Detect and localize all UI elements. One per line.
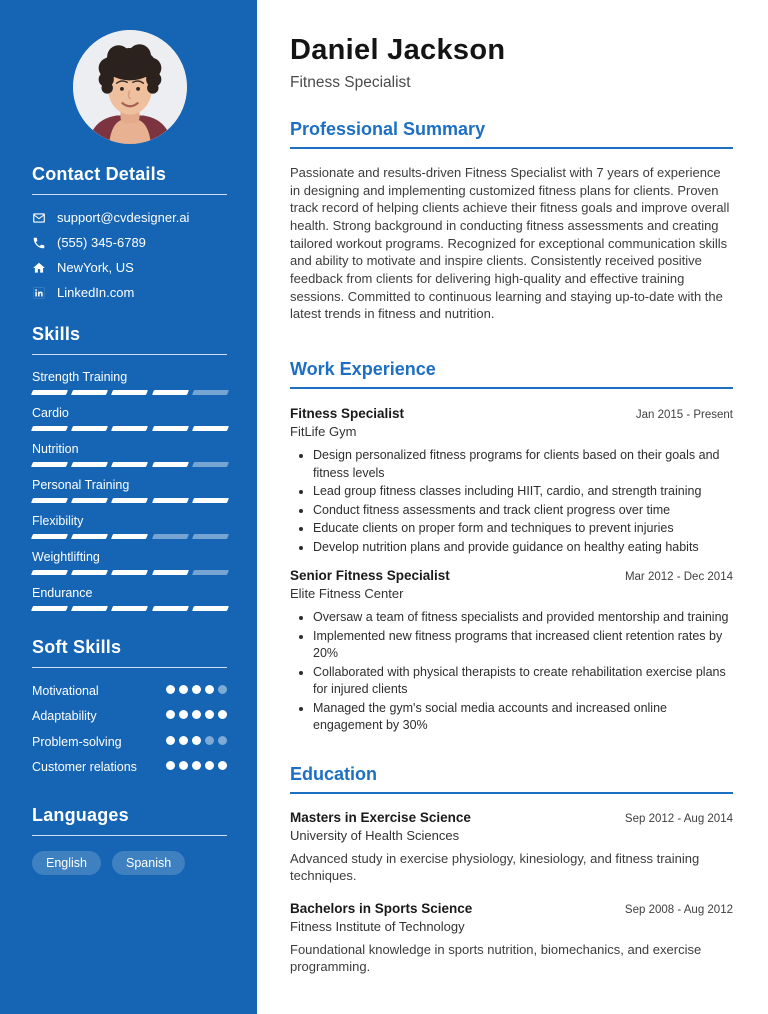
skill-label: Nutrition: [32, 442, 79, 456]
skill-bar-segment: [31, 426, 68, 431]
skill-bar-segment: [192, 390, 229, 395]
skill-label: Endurance: [32, 586, 93, 600]
education-description: Foundational knowledge in sports nutrition, biomechanics, and exercise programming.: [290, 941, 702, 975]
job-bullets: [290, 609, 733, 735]
rating-dot: [166, 685, 175, 694]
contact-item-phone: [32, 235, 227, 250]
skill-bar-segment: [192, 606, 229, 611]
bullet-item: • Conduct fitness assessments and track client progress over time: [313, 502, 733, 520]
soft-skill-label: Motivational: [32, 684, 99, 698]
experience-heading: Work Experience: [290, 359, 733, 389]
contact-linkedin-text: LinkedIn.com: [57, 285, 135, 300]
job-title: Fitness Specialist: [290, 406, 405, 422]
bullet-item: • Lead group fitness classes including HIIT, cardio, and strength training: [313, 483, 733, 501]
skill-item: [32, 550, 227, 575]
skill-bar-segment: [31, 498, 68, 503]
soft-skill-item: [32, 683, 227, 699]
soft-skill-dots: [166, 683, 227, 694]
experience-section: [290, 359, 733, 735]
education-header: [290, 810, 733, 825]
rating-dot: [192, 685, 201, 694]
skill-bar-segment: [31, 462, 68, 467]
rating-dot: [205, 761, 214, 770]
skills-list: [32, 370, 227, 611]
skill-item: [32, 586, 227, 611]
education-dates: Sep 2008 - Aug 2012: [624, 903, 733, 916]
soft-skill-dots: [166, 759, 227, 770]
soft-skill-label: Customer relations: [32, 759, 137, 774]
languages-list: [32, 851, 227, 875]
soft-skills-list: [32, 683, 227, 775]
skills-section: [32, 324, 227, 611]
skills-heading: Skills: [32, 324, 227, 355]
bullet-item: • Educate clients on proper form and techniques to prevent injuries: [313, 520, 733, 538]
job-title: Senior Fitness Specialist: [290, 568, 450, 584]
summary-heading: Professional Summary: [290, 119, 733, 149]
candidate-name: Daniel Jackson: [290, 34, 506, 66]
skill-level-bar: [32, 390, 228, 395]
skill-bar-segment: [71, 462, 108, 467]
bullet-item: • Design personalized fitness programs for clients based on their goals and fitness levels: [313, 447, 733, 482]
skill-bar-segment: [152, 534, 189, 539]
job-header: [290, 406, 733, 421]
degree: Bachelors in Sports Science: [290, 900, 473, 916]
rating-dot: [179, 736, 188, 745]
soft-skill-item: [32, 734, 227, 750]
skill-bar-segment: [192, 534, 229, 539]
soft-skill-label: Problem-solving: [32, 734, 122, 749]
job-bullets: [290, 447, 733, 556]
rating-dot: [218, 685, 227, 694]
rating-dot: [192, 710, 201, 719]
language-pill: Spanish: [112, 851, 185, 875]
rating-dot: [179, 761, 188, 770]
rating-dot: [218, 710, 227, 719]
rating-dot: [166, 761, 175, 770]
summary-section: [290, 119, 733, 323]
rating-dot: [192, 761, 201, 770]
skill-bar-segment: [152, 570, 189, 575]
bullet-item: • Managed the gym's social media accounts and increased online engagement by 30%: [313, 700, 733, 735]
skill-label: Strength Training: [32, 370, 128, 384]
skill-bar-segment: [71, 426, 108, 431]
rating-dot: [218, 761, 227, 770]
rating-dot: [205, 685, 214, 694]
avatar-illustration: [73, 30, 187, 144]
skill-item: [32, 478, 227, 503]
education-section: [290, 764, 733, 976]
job-dates: Mar 2012 - Dec 2014: [624, 571, 733, 584]
degree: Masters in Exercise Science: [290, 809, 471, 825]
contact-phone-text: (555) 345-6789: [57, 235, 146, 250]
soft-skills-heading: Soft Skills: [32, 637, 227, 668]
skill-level-bar: [32, 426, 228, 431]
skill-bar-segment: [111, 534, 148, 539]
rating-dot: [205, 736, 214, 745]
contact-section: [32, 164, 227, 300]
skill-level-bar: [32, 498, 228, 503]
soft-skills-section: [32, 637, 227, 775]
skill-item: [32, 514, 227, 539]
contact-email-text: support@cvdesigner.ai: [57, 210, 190, 225]
skill-level-bar: [32, 462, 228, 467]
rating-dot: [166, 736, 175, 745]
skill-bar-segment: [71, 498, 108, 503]
soft-skill-label: Adaptability: [32, 709, 97, 724]
skill-bar-segment: [152, 390, 189, 395]
rating-dot: [205, 710, 214, 719]
skill-bar-segment: [31, 534, 68, 539]
rating-dot: [218, 736, 227, 745]
contact-item-linkedin[interactable]: [32, 285, 227, 300]
skill-bar-segment: [31, 390, 68, 395]
skill-label: Cardio: [32, 406, 69, 420]
skill-bar-segment: [71, 534, 108, 539]
sidebar: [0, 0, 257, 1014]
skill-level-bar: [32, 570, 228, 575]
skill-bar-segment: [71, 570, 108, 575]
bullet-item: • Collaborated with physical therapists to create rehabilitation exercise plans for injured clients: [313, 664, 733, 699]
school: University of Health Sciences: [290, 827, 460, 843]
education-heading: Education: [290, 764, 733, 794]
job-company: Elite Fitness Center: [290, 586, 404, 602]
skill-label: Weightlifting: [32, 550, 100, 564]
languages-section: [32, 805, 227, 875]
skill-label: Flexibility: [32, 514, 84, 528]
skill-label: Personal Training: [32, 478, 130, 492]
profile-photo: [73, 30, 187, 144]
skill-bar-segment: [152, 498, 189, 503]
school: Fitness Institute of Technology: [290, 918, 465, 934]
education-header: [290, 901, 733, 916]
skill-bar-segment: [111, 426, 148, 431]
contact-item-email[interactable]: [32, 210, 227, 225]
phone-icon: [32, 236, 46, 250]
soft-skill-dots: [166, 734, 227, 745]
skill-item: [32, 406, 227, 431]
job-dates: Jan 2015 - Present: [635, 409, 733, 422]
job-header: [290, 568, 733, 583]
languages-heading: Languages: [32, 805, 227, 836]
job-entry: [290, 568, 733, 735]
skill-bar-segment: [111, 462, 148, 467]
skill-level-bar: [32, 606, 228, 611]
skill-bar-segment: [31, 570, 68, 575]
skill-item: [32, 370, 227, 395]
skill-item: [32, 442, 227, 467]
skill-bar-segment: [192, 426, 229, 431]
language-pill: English: [32, 851, 101, 875]
bullet-item: • Oversaw a team of fitness specialists and provided mentorship and training: [313, 609, 733, 627]
skill-level-bar: [32, 534, 228, 539]
contact-location-text: NewYork, US: [57, 260, 134, 275]
skill-bar-segment: [152, 606, 189, 611]
skill-bar-segment: [192, 498, 229, 503]
contact-heading: Contact Details: [32, 164, 227, 195]
skill-bar-segment: [192, 462, 229, 467]
skill-bar-segment: [31, 606, 68, 611]
contact-item-location: [32, 260, 227, 275]
skill-bar-segment: [192, 570, 229, 575]
bullet-item: • Develop nutrition plans and provide guidance on healthy eating habits: [313, 539, 733, 557]
education-entry: [290, 810, 733, 885]
job-entry: [290, 406, 733, 556]
rating-dot: [179, 710, 188, 719]
main-content: [257, 0, 768, 1014]
rating-dot: [192, 736, 201, 745]
summary-text: Passionate and results-driven Fitness Specialist with 7 years of experience in designing and implementing customized fitness plans for clients. Proven track record of helping clients achieve their fitness goals and improve overall health. Strong background in conducting fitness assessments and creating tailored workout programs. Recognized for exceptional communication skills and ability to motivate and inspire clients. Consistently received positive feedback from clients for delivering high-quality and effective training sessions. Committed to continuous learning and staying up-to-date with the latest trends in fitness and nutrition.: [290, 165, 730, 322]
soft-skill-item: [32, 759, 227, 775]
linkedin-icon: [32, 286, 46, 300]
bullet-item: • Implemented new fitness programs that increased client retention rates by 20%: [313, 628, 733, 663]
soft-skill-dots: [166, 708, 227, 719]
home-icon: [32, 261, 46, 275]
skill-bar-segment: [111, 606, 148, 611]
candidate-title: Fitness Specialist: [290, 74, 411, 91]
skill-bar-segment: [71, 606, 108, 611]
skill-bar-segment: [71, 390, 108, 395]
skill-bar-segment: [152, 462, 189, 467]
education-description: Advanced study in exercise physiology, kinesiology, and fitness training techniques.: [290, 850, 700, 884]
skill-bar-segment: [111, 498, 148, 503]
education-dates: Sep 2012 - Aug 2014: [624, 812, 733, 825]
job-company: FitLife Gym: [290, 424, 357, 440]
skill-bar-segment: [152, 426, 189, 431]
skill-bar-segment: [111, 390, 148, 395]
soft-skill-item: [32, 708, 227, 724]
rating-dot: [179, 685, 188, 694]
education-entry: [290, 901, 733, 976]
rating-dot: [166, 710, 175, 719]
email-icon: [32, 211, 46, 225]
skill-bar-segment: [111, 570, 148, 575]
